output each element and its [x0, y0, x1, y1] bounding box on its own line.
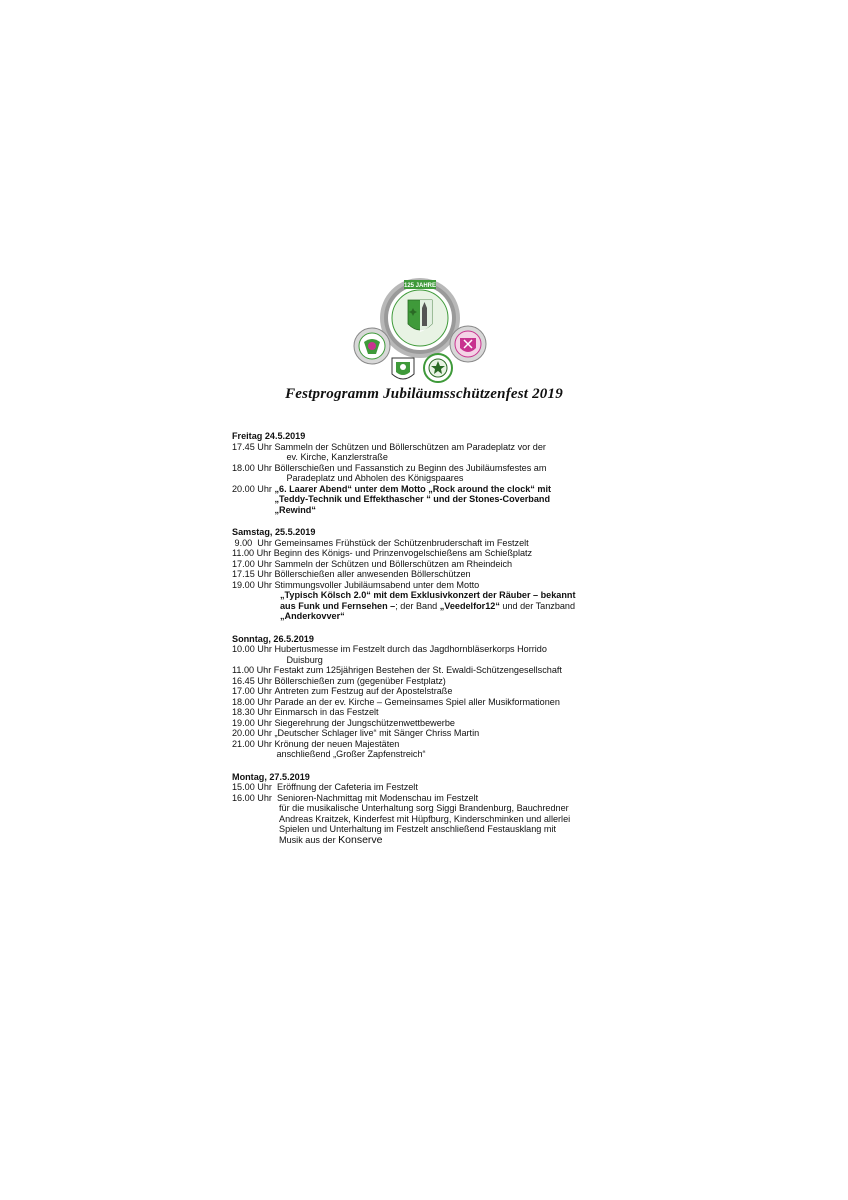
event-description: „Rewind“: [274, 504, 316, 515]
event-description: Siegerehrung der Jungschützenwettbewerbe: [274, 717, 455, 728]
event-item: [232, 793, 622, 846]
event-time: 20.00 Uhr: [232, 728, 275, 738]
event-time: 19.00 Uhr: [232, 717, 275, 728]
day-section-friday: [232, 431, 622, 515]
event-time: 20.00 Uhr: [232, 483, 275, 494]
day-heading: Samstag, 25.5.2019: [232, 527, 316, 537]
jubilee-logo-icon: [352, 278, 490, 386]
event-description: Konserve: [338, 833, 383, 846]
event-time: 19.00 Uhr: [232, 579, 275, 590]
event-description: Böllerschießen zum (gegenüber Festplatz): [274, 675, 446, 686]
event-item: [232, 644, 622, 665]
event-item: [232, 559, 622, 570]
event-description: „Veedelfor12“: [439, 600, 500, 611]
left-emblem: [354, 328, 390, 364]
event-item: [232, 782, 622, 793]
event-time: 15.00 Uhr: [232, 782, 277, 792]
event-time: 16.45 Uhr: [232, 675, 275, 686]
event-description: Parade an der ev. Kirche – Gemeinsames Spiel aller Musikformationen: [274, 696, 560, 707]
event-description: Festakt zum 125jährigen Bestehen der St. Ewaldi-Schützengesellschaft: [273, 665, 562, 675]
event-time: 18.00 Uhr: [232, 462, 275, 473]
logo-cluster: [352, 278, 490, 386]
day-heading: Freitag 24.5.2019: [232, 431, 306, 441]
event-description: Sammeln der Schützen und Böllerschützen am Paradeplatz vor der: [274, 441, 546, 452]
event-description: „Anderkovver“: [280, 611, 345, 621]
event-item-continuation: [232, 590, 622, 622]
event-item: [232, 463, 622, 484]
event-time: 17.15 Uhr: [232, 569, 275, 579]
event-description: „Deutscher Schlager live“ mit Sänger Chriss Martin: [274, 728, 480, 738]
event-item: [232, 569, 622, 580]
event-description: Senioren-Nachmittag mit Modenschau im Festzelt: [277, 792, 479, 803]
event-item: [232, 484, 622, 516]
event-time: 10.00 Uhr: [232, 644, 275, 654]
event-description: Spielen und Unterhaltung im Festzelt anschließend Festausklang mit: [279, 824, 556, 834]
bottom-right-badge: [424, 354, 452, 382]
event-description: Gemeinsames Frühstück der Schützenbruderschaft im Festzelt: [274, 537, 529, 548]
event-description: Einmarsch in das Festzelt: [274, 707, 379, 717]
event-description: Paradeplatz und Abholen des Königspaares: [286, 473, 464, 483]
day-section-saturday: [232, 527, 622, 622]
event-description: Stimmungsvoller Jubiläumsabend unter dem Motto: [274, 579, 480, 590]
event-description: „6. Laarer Abend“ unter dem Motto „Rock around the clock“ mit: [274, 483, 552, 494]
event-item: [232, 686, 622, 697]
event-description: Böllerschießen aller anwesenden Böllerschützen: [274, 569, 471, 579]
main-emblem: [380, 278, 460, 358]
event-description: anschließend „Großer Zapfenstreich“: [276, 749, 426, 759]
day-heading: Sonntag, 26.5.2019: [232, 633, 314, 644]
event-description: „Teddy-Technik und Effekthascher “ und der Stones-Coverband: [274, 494, 551, 504]
event-description: Hubertusmesse im Festzelt durch das Jagdhornbläserkorps Horrido: [274, 644, 547, 654]
logo-banner-text: 125 JAHRE: [403, 283, 437, 289]
event-item: [232, 707, 622, 718]
event-description: aus Funk und Fernsehen –: [280, 600, 396, 611]
event-description: Krönung der neuen Majestäten: [274, 738, 400, 749]
event-item: [232, 580, 622, 591]
day-section-sunday: [232, 634, 622, 760]
event-description: Eröffnung der Cafeteria im Festzelt: [277, 782, 418, 792]
event-time: 21.00 Uhr: [232, 738, 275, 749]
event-item: [232, 538, 622, 549]
event-time: 17.00 Uhr: [232, 558, 275, 569]
event-description: Musik aus der: [279, 834, 339, 845]
event-description: Antreten zum Festzug auf der Apostelstraße: [274, 686, 453, 696]
event-description: „Typisch Kölsch 2.0“ mit dem Exklusivkonzert der Räuber – bekannt: [280, 590, 576, 600]
day-heading: Montag, 27.5.2019: [232, 771, 310, 782]
event-description: Duisburg: [286, 654, 323, 665]
event-description: Andreas Kraitzek, Kinderfest mit Hüpfburg, Kinderschminken und allerlei: [279, 813, 571, 824]
event-time: 17.45 Uhr: [232, 441, 275, 452]
right-emblem: [450, 326, 486, 362]
event-item: [232, 676, 622, 687]
event-time: 11.00 Uhr: [232, 665, 274, 675]
event-time: 18.00 Uhr: [232, 696, 275, 707]
event-item: [232, 718, 622, 729]
event-time: 18.30 Uhr: [232, 707, 275, 717]
event-description: ev. Kirche, Kanzlerstraße: [286, 452, 388, 462]
event-item: [232, 739, 622, 760]
day-section-monday: [232, 772, 622, 846]
event-time: 16.00 Uhr: [232, 792, 277, 803]
event-time: 9.00 Uhr: [232, 537, 275, 548]
event-item: [232, 442, 622, 463]
event-time: 17.00 Uhr: [232, 686, 275, 696]
event-time: 11.00 Uhr: [232, 548, 274, 558]
program-list: [232, 431, 622, 857]
event-description: Böllerschießen und Fassanstich zu Beginn des Jubiläumsfestes am: [274, 462, 547, 473]
event-item: [232, 548, 622, 559]
event-item: [232, 728, 622, 739]
event-description: für die musikalische Unterhaltung sorg Siggi Brandenburg, Bauchredner: [279, 803, 569, 813]
bottom-left-shield: [392, 358, 414, 379]
event-description: Beginn des Königs- und Prinzenvogelschießens am Schießplatz: [273, 548, 533, 558]
event-item: [232, 665, 622, 676]
event-description: ; der Band: [395, 600, 440, 611]
event-description: Sammeln der Schützen und Böllerschützen am Rheindeich: [274, 558, 513, 569]
page-title: Festprogramm Jubiläumsschützenfest 2019: [285, 386, 563, 402]
event-description: und der Tanzband: [499, 600, 576, 611]
event-item: [232, 697, 622, 708]
